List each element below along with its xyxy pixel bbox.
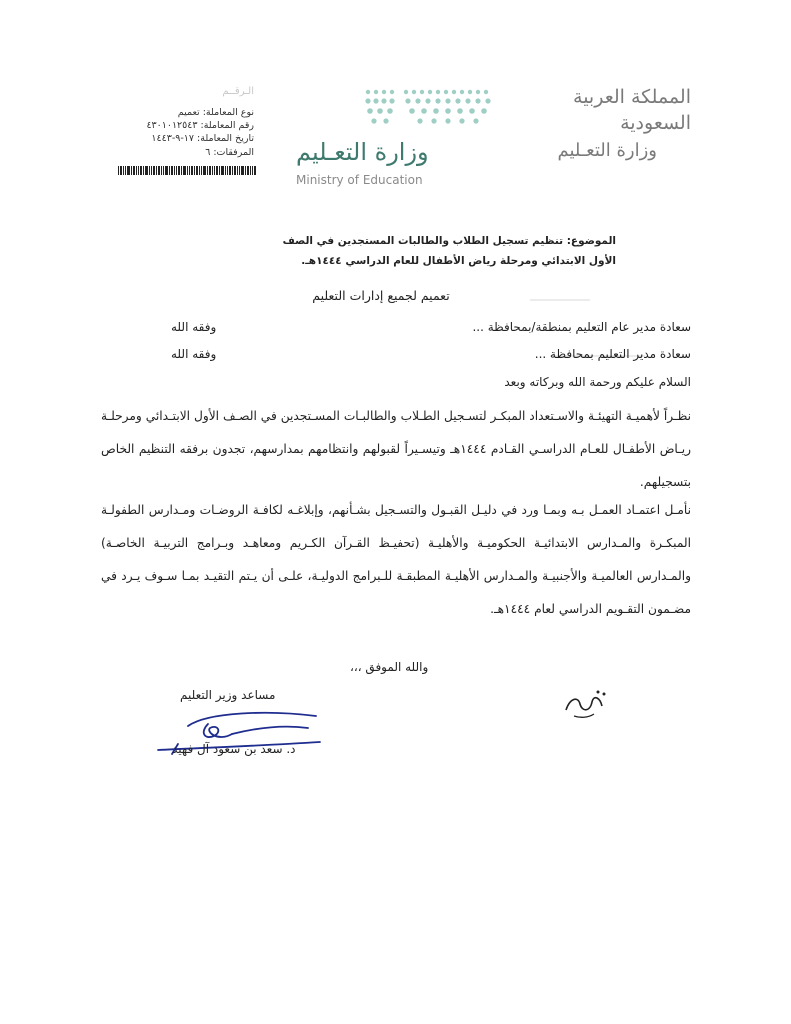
addressee-1 (171, 320, 691, 338)
greeting: السلام عليكم ورحمة الله وبركاته وبعد (504, 375, 691, 389)
subject-block (156, 231, 616, 271)
addressee-2 (171, 347, 691, 365)
addressee-2-blessing: وفقه الله (171, 347, 217, 361)
logo-english-wordmark: Ministry of Education (296, 173, 423, 187)
initials-mark-icon (560, 688, 610, 720)
transaction-type: نوع المعاملة: تعميم (177, 107, 254, 118)
addressee-2-text: سعادة مدير التعليم بمحافظة ... (534, 347, 691, 361)
addressee-1-text: سعادة مدير عام التعليم بمنطقة/بمحافظة ... (472, 320, 691, 334)
reference-stamp (94, 80, 262, 180)
transaction-number: رقم المعاملة: ٤٣٠١٠١٢٥٤٣ (146, 120, 254, 131)
kingdom-name: المملكة العربية السعودية (573, 86, 691, 134)
stamp-heading: الـرقــم (222, 86, 254, 97)
ministry-header (521, 84, 691, 166)
attachments-count: المرفقات: ٦ (205, 147, 254, 158)
barcode-icon (118, 166, 256, 175)
paragraph-1: نظـراً لأهميـة التهيئـة والاسـتعداد المبكـر لتسـجيل الطـلاب والطالبـات المسـتجدين في الصـف الأول الابتـدائي ومرحلـة ريـاض الأطفـال للعـام الدراسـي القـادم ١٤٤٤هـ وتيسـيراً لقبولهم وانتظامهم بمدارسهم، تجدون برفقه التنظيم الخاص بتسجيلهم. (101, 409, 691, 489)
circular-title: تعميم لجميع إدارات التعليم (312, 288, 450, 303)
signatory-title: مساعد وزير التعليم (180, 688, 276, 702)
paragraph-2: نأمـل اعتمـاد العمـل بـه وبمـا ورد في دليـل القبـول والتسـجيل بشـأنهم، وإبلاغـه لكافـة الروضـات ومـدارس الطفولـة المبكـرة والمـدارس الابتدائيـة الحكوميـة والأهليـة (تحفيـظ القـرآن الكـريم ومعاهـد وبـرامج التربيـة الخاصـة) والمـدارس العالميـة والأجنبيـة والمـدارس الأهليـة المطبقـة للـبرامج الدوليـة، علـى أن يـتم التقيـد بمـا سـوف يـرد في مضـمون التقـويم الدراسي لعام ١٤٤٤هـ. (101, 503, 691, 616)
subject-line-1: الموضوع: تنظيم تسجيل الطلاب والطالبات المستجدين في الصف (282, 235, 616, 247)
subject-line-2: الأول الابتدائي ومرحلة رياض الأطفال للعام الدراسي ١٤٤٤هـ. (301, 255, 616, 267)
ministry-name: وزارة التعـليم (557, 140, 657, 161)
transaction-date: تاريخ المعاملة: ١٧-٩-١٤٤٣ (151, 133, 254, 144)
logo-arabic-wordmark: وزارة التعـليم (296, 138, 429, 166)
signatory-name: د. سعد بن سعود آل فهيد (172, 742, 296, 756)
closing: والله الموفق ،،، (350, 660, 429, 674)
addressee-1-blessing: وفقه الله (171, 320, 217, 334)
